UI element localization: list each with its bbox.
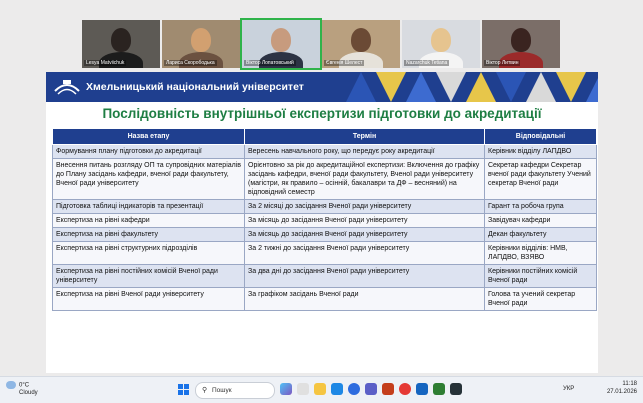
table-cell: За 2 місяці до засідання Вченої ради університету: [245, 200, 485, 214]
teams-app-icon[interactable]: [365, 383, 377, 395]
taskbar: [0, 376, 643, 403]
table-cell: Експертиза на рівні факультету: [53, 228, 245, 242]
terminal-app-icon[interactable]: [450, 383, 462, 395]
participant-tile[interactable]: [82, 20, 160, 68]
slide-title: Послідовність внутрішньої експертизи підготовки до акредитації: [102, 106, 542, 121]
search-icon: ⚲: [202, 387, 208, 394]
word-app-icon[interactable]: [416, 383, 428, 395]
table-row: [53, 242, 597, 265]
table-cell: Гарант та робоча група: [485, 200, 597, 214]
file-explorer-icon[interactable]: [314, 383, 326, 395]
column-header: Назва етапу: [53, 129, 245, 145]
table-cell: Внесення питань розгляду ОП та супровідних матеріалів до Плану засідань кафедри, вченої ради факультету, Вченої ради університету: [53, 159, 245, 200]
column-header: Відповідальні: [485, 129, 597, 145]
table-cell: Експертиза на рівні постійних комісій Вченої ради університету: [53, 265, 245, 288]
cloud-icon: [6, 381, 16, 389]
participant-name: Віктор Лопатовський: [246, 60, 294, 66]
table-row: [53, 200, 597, 214]
university-name: Хмельницький національний університет: [86, 81, 304, 93]
table-header-row: [53, 129, 597, 145]
table-row: [53, 265, 597, 288]
zoom-app-icon[interactable]: [348, 383, 360, 395]
table-cell: Керівник відділу ЛАПДВО: [485, 145, 597, 159]
table-cell: За графіком засідань Вченої ради: [245, 288, 485, 311]
participant-tile[interactable]: [402, 20, 480, 68]
weather-widget[interactable]: [6, 381, 38, 397]
table-cell: Вересень навчального року, що передує року акредитації: [245, 145, 485, 159]
table-cell: Підготовка таблиці індикаторів та презентації: [53, 200, 245, 214]
table-cell: За два дні до засідання Вченої ради університету: [245, 265, 485, 288]
table-row: [53, 288, 597, 311]
table-cell: За місяць до засідання Вченої ради університету: [245, 214, 485, 228]
table-cell: Секретар кафедри Секретар вченої ради факультету Учений секретар Вченої ради: [485, 159, 597, 200]
temperature: 0°C: [19, 382, 30, 389]
table-cell: Експертиза на рівні кафедри: [53, 214, 245, 228]
excel-app-icon[interactable]: [433, 383, 445, 395]
table-row: [53, 159, 597, 200]
participant-name: Євгенія Шелест: [326, 60, 363, 66]
table-row: [53, 228, 597, 242]
task-view-icon[interactable]: [297, 383, 309, 395]
shared-slide: [46, 72, 598, 373]
weather-status: Cloudy: [19, 389, 38, 396]
slide-banner: [46, 72, 598, 102]
table-cell: Формування плану підготовки до акредитації: [53, 145, 245, 159]
table-cell: Експертиза на рівні Вченої ради університету: [53, 288, 245, 311]
chrome-browser-icon[interactable]: [399, 383, 411, 395]
table-cell: Експертиза на рівні структурних підрозділів: [53, 242, 245, 265]
participant-tile[interactable]: [322, 20, 400, 68]
widgets-app-icon[interactable]: [280, 383, 292, 395]
participant-name: Lesya Matviichuk: [86, 60, 125, 66]
search-placeholder: Пошук: [212, 386, 232, 394]
table-row: [53, 214, 597, 228]
table-cell: Орієнтовно за рік до акредитаційної експертизи: Включення до графіку засідань кафедри, вченої ради факультету, Вченої ради університету (магістри, як правило – осінній, бакалаври та ДФ – весняний) на відповідний семестр: [245, 159, 485, 200]
banner-pattern: [346, 72, 598, 102]
accreditation-table: [52, 128, 596, 311]
participant-strip: [0, 20, 643, 70]
university-logo-icon: [52, 75, 82, 99]
participant-name: Nazarchuk Tetiana: [406, 60, 448, 66]
table-cell: За місяць до засідання Вченої ради університету: [245, 228, 485, 242]
start-button[interactable]: [178, 384, 190, 396]
taskbar-search[interactable]: [195, 382, 275, 399]
table-cell: Декан факультету: [485, 228, 597, 242]
participant-name: Віктор Литвин: [486, 60, 519, 66]
edge-browser-icon[interactable]: [331, 383, 343, 395]
table-row: [53, 145, 597, 159]
table-cell: Керівники постійних комісій Вченої ради: [485, 265, 597, 288]
table-cell: Завідувач кафедри: [485, 214, 597, 228]
clock-time: 11:18: [622, 381, 637, 387]
table-cell: За 2 тижні до засідання Вченої ради університету: [245, 242, 485, 265]
column-header: Термін: [245, 129, 485, 145]
table-cell: Керівники відділів: НМВ, ЛАПДВО, ВЗЯВО: [485, 242, 597, 265]
participant-tile[interactable]: [162, 20, 240, 68]
language-indicator[interactable]: УКР: [563, 386, 575, 392]
system-clock[interactable]: [607, 380, 637, 396]
participant-tile[interactable]: [482, 20, 560, 68]
clock-date: 27.01.2026: [606, 389, 637, 395]
participant-tile-active[interactable]: [242, 20, 320, 68]
participant-name: Лариса Скорободька: [166, 60, 215, 66]
powerpoint-app-icon[interactable]: [382, 383, 394, 395]
table-cell: Голова та учений секретар Вченої ради: [485, 288, 597, 311]
